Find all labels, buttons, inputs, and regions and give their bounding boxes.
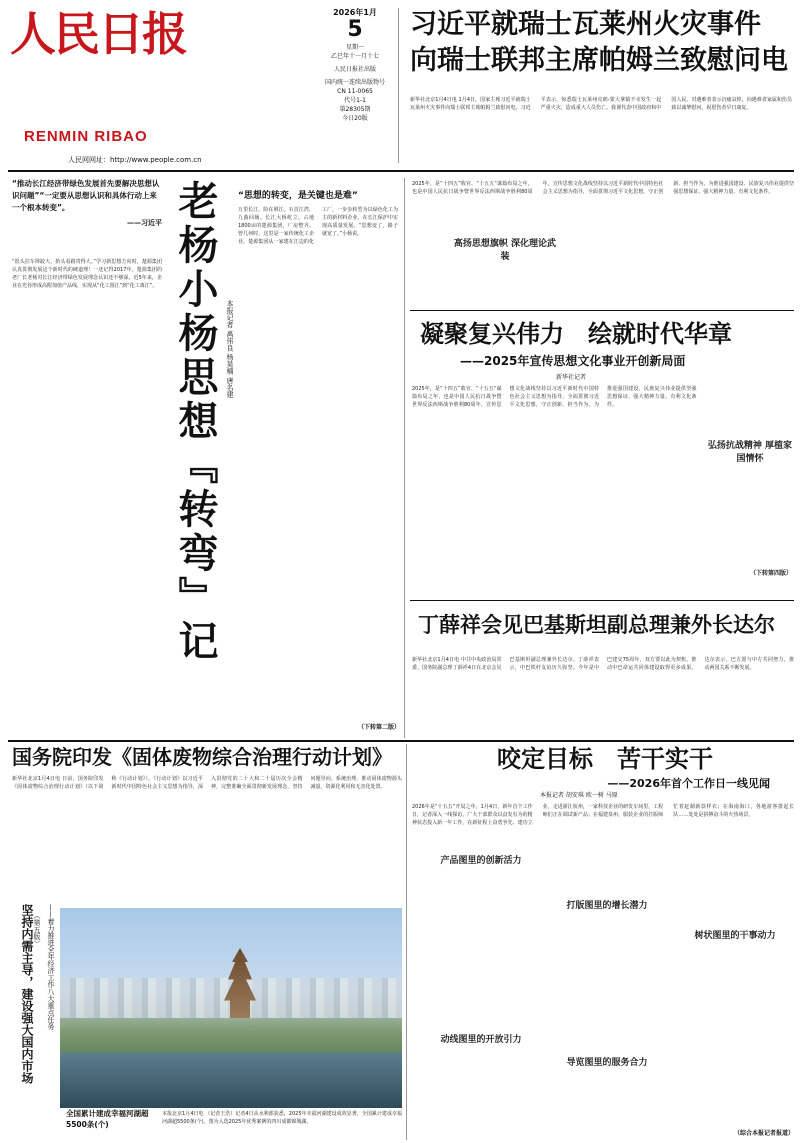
quote-box	[12, 178, 162, 253]
edition-publisher: 人民日报社出版	[333, 66, 376, 73]
photo-caption: 本报北京1月4日电 （记者王浩）记者4日从水利部获悉，2025年幸福河湖建设成效显著，全国累计建成幸福河湖超5500条(个)。图为入选2025年优秀案例的四川成都锦城湖。	[162, 1111, 402, 1125]
photo-image	[60, 908, 402, 1108]
edition-number: 第28305期	[339, 106, 371, 113]
work-head-5: 树状图里的干事动力	[676, 928, 794, 940]
edition-pages: 今日20版	[342, 115, 368, 122]
masthead-logo	[10, 8, 200, 68]
culture-body: 2025年，是“十四五”收官、“十五五”谋篇布局之年，也是中国人民抗日战争暨世界反法西斯战争胜利80周年。宣传思想文化战线坚持以习近平新时代中国特色社会主义思想为指导，全面贯彻习近平文化思想，守正创新、担当作为，为推进强国建设、民族复兴伟业提供坚强思想保证、强大精神力量、有利文化条件。	[412, 386, 697, 408]
plan-headline: 国务院印发《固体废物综合治理行动计划》	[12, 745, 392, 769]
feature-body-left: “很头拉车摔跤大，抬头看路贵得大。”学习新思想方向时，楚源集团认真贯彻发展这个新时代的硬道理！一还记得2017年，楚源集团的老厂长老杨对长江经济带绿色发展理念认识还不够深。近5年来，企业在光谷形成高附加值产品线，实现从“化工围江”到“化工离江”。	[12, 259, 162, 289]
edition-lunar: 乙巳年十一月十七	[330, 53, 379, 60]
culture-continue[interactable]: （下转第四版）	[749, 570, 792, 577]
edition-code: 代号1-1	[344, 97, 366, 104]
work-headline: 咬定目标 苦干实干	[497, 745, 713, 773]
culture-head-1: 高扬思想旗帜 深化理论武装	[450, 238, 560, 266]
photo-series-tag: （第五版）	[33, 912, 41, 947]
photo-caption-title: 全国累计建成幸福河湖超5500条(个)	[66, 1109, 149, 1129]
edition-cn: CN 11-0065	[337, 88, 373, 95]
work-head-3: 动线图里的开放引力	[422, 1032, 540, 1044]
work-head-4: 导览图里的服务合力	[548, 1055, 666, 1067]
edition-info	[315, 8, 395, 168]
plan-body: 新华社北京1月4日电 日前，国务院印发《固体废物综合治理行动计划》（以下简称《行动计划》）。《行动计划》以习近平新时代中国特色社会主义思想为指导，深入贯彻党的二十大和二十届历次全会精神，完整准确全面贯彻新发展理念，坚持问题导向、系统治理，推动固体废物源头减量、资源化利用和无害化处置。	[12, 776, 402, 790]
lead-body: 新华社北京1月4日电 1月4日，国家主席习近平就瑞士瓦莱州火灾事件向瑞士联邦主席帕姆兰致慰问电。习近平表示，惊悉瑞士瓦莱州克朗-蒙大拿镇不幸发生一起严重火灾，造成重大人员伤亡。我谨代表中国政府和中国人民，对遇难者表示沉痛哀悼，向遇难者家属和伤员致以诚挚慰问，祝愿伤者早日康复。	[410, 97, 792, 111]
photo-lake	[60, 1053, 402, 1108]
culture-headline: 凝聚复兴伟力 绘就时代华章	[420, 320, 732, 348]
culture-head-2: 弘扬抗战精神 厚植家国情怀	[706, 440, 794, 468]
quote-author: ——习近平	[127, 219, 162, 227]
edition-day: 5	[347, 17, 363, 42]
culture-body-top: 2025年，是“十四五”收官、“十五五”谋篇布局之年，也是中国人民抗日战争暨世界反法西斯战争胜利80周年。宣传思想文化战线坚持以习近平新时代中国特色社会主义思想为指导，全面贯彻习近平文化思想，守正创新、担当作为，为推进强国建设、民族复兴伟业提供坚强思想保证、强大精神力量、有利文化条件。	[412, 181, 794, 195]
culture-byline: 新华社记者	[556, 374, 587, 381]
work-body: 2026年是“十五五”开局之年。1月4日，新年首个工作日，记者深入一线探访，广大干部群众以奋发有为的精神状态投入新一年工作，在新征程上奋勇争先、建功立业。走进浙江杭州，一家科技企业的研发车间里，工程师们正在调试新产品；在福建泉州，服装企业的打版师忙着赶制新款样衣；在海南海口，各地游客排起长队……处处是拼搏奋斗的火热场景。	[412, 804, 794, 826]
quote-text: “推动长江经济带绿色发展首先要解决思想认识问题”“一定要从思想认识和具体行动上来一个根本转变”。	[12, 179, 160, 212]
feature-body-right: 万里长江，险在荆江。石首江湾，九曲回肠。长江大桥屹立，占地1800亩的楚源集团，厂房整齐。曾几何时，这里是一家传统化工企业。楚源集团从一家建在江边的化工厂，一步步转型为以绿色化工为主的新材料企业，在长江保护中实现高质量发展。“思想变了，路子就宽了。”小杨说。	[238, 207, 398, 245]
masthead-title: 人民日报	[10, 8, 186, 61]
edition-date: 2026年1月	[333, 8, 377, 17]
feature-continue[interactable]: （下转第二版）	[357, 724, 400, 731]
masthead-en: RENMIN RIBAO	[24, 128, 148, 145]
meeting-body: 新华社北京1月4日电 中共中央政治局常委、国务院副总理丁薛祥4日在北京会见巴基斯坦副总理兼外长达尔。丁薛祥表示，中巴铁杆友谊历久弥坚。今年是中巴建交75周年，双方要以此为契机，推动中巴命运共同体建设取得更多成果。达尔表示，巴方愿与中方共同努力，推动两国关系不断发展。	[412, 657, 794, 671]
meeting-headline: 丁薛祥会见巴基斯坦副总理兼外长达尔	[418, 613, 775, 637]
lead-headline-1: 习近平就瑞士瓦莱州火灾事件	[410, 9, 761, 40]
feature-byline: 本报记者 禹伟良 杨昊楠 唐名建	[226, 300, 234, 398]
work-subtitle: ——2026年首个工作日一线见闻	[607, 777, 770, 789]
photo-vertical-subtitle: ——着力推进全年经济工作八大重点任务	[47, 904, 55, 1030]
work-head-2: 打版图里的增长潜力	[548, 898, 666, 910]
work-continue: （综合本报记者报道）	[733, 1130, 794, 1137]
feature-column-head: “思想的转变，是关键也是难”	[238, 191, 358, 201]
work-head-1: 产品图里的创新活力	[422, 853, 540, 865]
masthead-site[interactable]: 人民网网址：http://www.people.com.cn	[68, 156, 202, 164]
edition-issn-label: 国内统一连续出版物号	[324, 79, 385, 86]
feature-headline: 老杨小杨思想『转弯』记	[172, 180, 218, 664]
culture-subtitle: ——2025年宣传思想文化事业开创新局面	[460, 354, 686, 368]
photo-vertical-title: 坚持内需主导，建设强大国内市场	[20, 904, 34, 1084]
edition-weekday: 星期一	[345, 44, 364, 51]
lead-headline-2: 向瑞士联邦主席帕姆兰致慰问电	[410, 45, 788, 76]
work-byline: 本报记者 胡安琪 欧一树 马原	[540, 792, 618, 799]
